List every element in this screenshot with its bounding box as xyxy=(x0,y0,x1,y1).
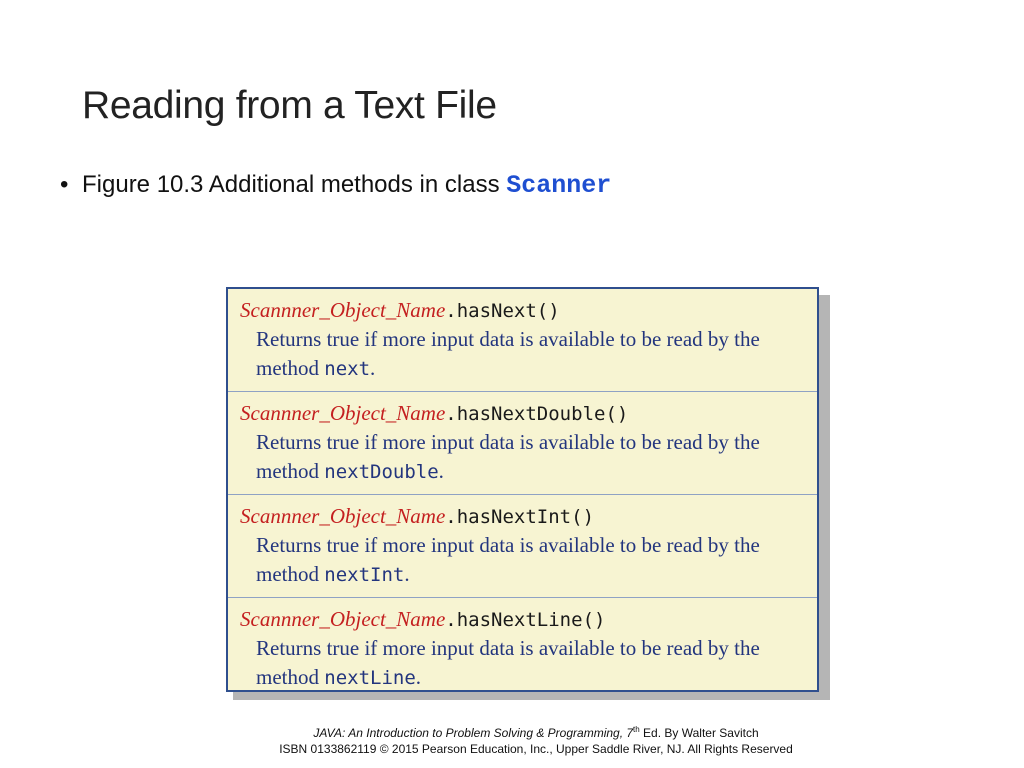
method-signature xyxy=(240,398,807,428)
object-name: Scannner_Object_Name xyxy=(240,401,446,425)
description-prefix: method xyxy=(256,665,325,689)
method-signature xyxy=(240,295,807,325)
method-signature xyxy=(240,501,807,531)
slide-footer xyxy=(236,722,836,757)
description-code: next xyxy=(324,358,371,380)
method-description xyxy=(240,428,807,487)
method-row-hasnextdouble xyxy=(228,392,817,495)
description-prefix: method xyxy=(256,562,325,586)
object-name: Scannner_Object_Name xyxy=(240,504,446,528)
description-code: nextInt xyxy=(324,564,405,586)
footer-edition-sup: th xyxy=(633,725,640,734)
description-suffix: . xyxy=(370,356,376,380)
footer-book-title: JAVA: An Introduction to Problem Solving & Programming, 7 xyxy=(313,726,634,740)
class-name-code: Scanner xyxy=(506,171,612,200)
object-name: Scannner_Object_Name xyxy=(240,607,446,631)
description-suffix: . xyxy=(404,562,410,586)
method-description xyxy=(240,325,807,384)
description-line: Returns true if more input data is available to be read by the xyxy=(256,533,760,557)
footer-isbn-line: ISBN 0133862119 © 2015 Pearson Education, Inc., Upper Saddle River, NJ. All Rights Reserved xyxy=(279,742,793,756)
object-name: Scannner_Object_Name xyxy=(240,298,446,322)
description-suffix: . xyxy=(415,665,422,689)
method-row-hasnext xyxy=(228,289,817,392)
description-code: nextDouble xyxy=(324,461,439,483)
method-name: .hasNextInt() xyxy=(445,506,595,528)
method-signature xyxy=(240,604,807,634)
method-row-hasnextint xyxy=(228,495,817,598)
description-prefix: method xyxy=(256,356,325,380)
bullet-item xyxy=(60,171,611,200)
method-description xyxy=(240,531,807,590)
bullet-dot: • xyxy=(60,171,69,198)
description-line: Returns true if more input data is available to be read by the xyxy=(256,430,760,454)
description-suffix: . xyxy=(438,459,444,483)
footer-book-line xyxy=(236,722,836,741)
method-name: .hasNextLine() xyxy=(445,609,606,631)
footer-author: Ed. By Walter Savitch xyxy=(639,726,759,740)
description-line: Returns true if more input data is available to be read by the xyxy=(256,327,760,351)
description-prefix: method xyxy=(256,459,325,483)
methods-figure xyxy=(226,287,819,692)
method-row-hasnextline xyxy=(228,598,817,701)
description-line: Returns true if more input data is available to be read by the xyxy=(256,636,760,660)
method-name: .hasNextDouble() xyxy=(445,403,629,425)
description-code: nextLine xyxy=(324,667,416,689)
slide-title: Reading from a Text File xyxy=(82,84,497,127)
bullet-text: Figure 10.3 Additional methods in class xyxy=(82,171,507,198)
method-name: .hasNext() xyxy=(445,300,560,322)
method-description xyxy=(240,634,807,693)
